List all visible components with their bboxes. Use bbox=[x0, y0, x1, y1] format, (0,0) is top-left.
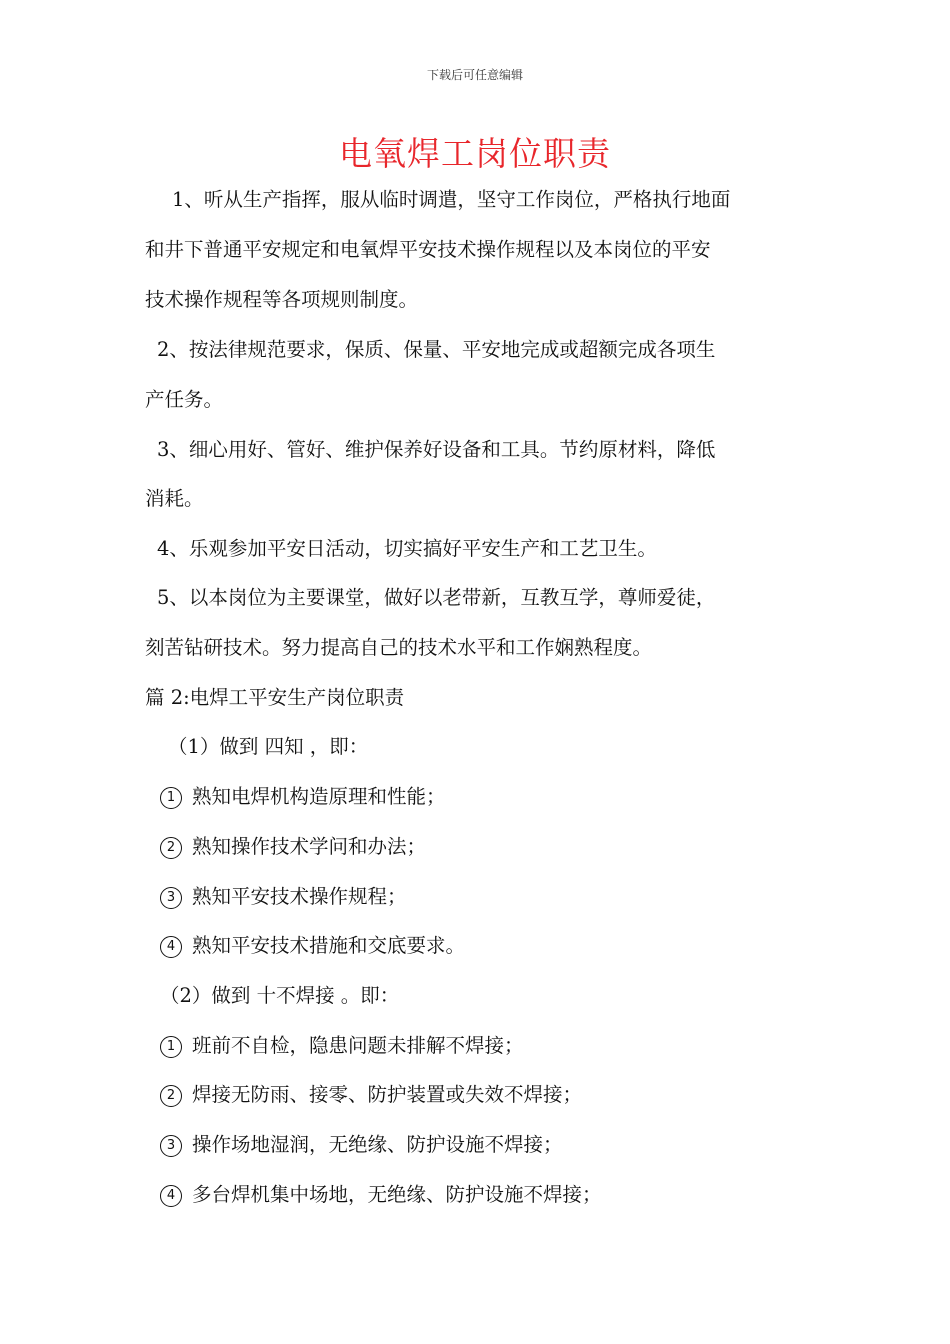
list-item-text: 熟知平安技术操作规程； bbox=[192, 885, 407, 908]
section-heading: 篇 2:电焊工平安生产岗位职责 bbox=[145, 686, 405, 709]
document-title: 电氧焊工岗位职责 bbox=[339, 134, 611, 173]
paragraph-line: 2、按法律规范要求，保质、保量、平安地完成或超额完成各项生 bbox=[157, 338, 716, 361]
paragraph-line: 4、乐观参加平安日活动，切实搞好平安生产和工艺卫生。 bbox=[157, 537, 657, 560]
paragraph-line: 产任务。 bbox=[145, 388, 224, 411]
circled-number: 4 bbox=[160, 936, 182, 958]
list-item-text: 班前不自检，隐患问题未排解不焊接； bbox=[192, 1034, 524, 1057]
paragraph-line: 3、细心用好、管好、维护保养好设备和工具。节约原材料，降低 bbox=[157, 438, 716, 461]
list-item bbox=[160, 932, 830, 960]
list-item bbox=[160, 1081, 830, 1109]
paragraph-line: 和井下普通平安规定和电氧焊平安技术操作规程以及本岗位的平安 bbox=[145, 238, 711, 261]
circled-number: 1 bbox=[160, 1036, 182, 1058]
circled-number: 4 bbox=[160, 1185, 182, 1207]
paragraph-line: 技术操作规程等各项规则制度。 bbox=[145, 288, 419, 311]
list-item bbox=[160, 783, 830, 811]
list-item bbox=[160, 1032, 830, 1060]
circled-number: 3 bbox=[160, 1135, 182, 1157]
paragraph-line: 刻苦钻研技术。努力提高自己的技术水平和工作娴熟程度。 bbox=[145, 636, 653, 659]
circled-number: 3 bbox=[160, 887, 182, 909]
list-item-text: 多台焊机集中场地，无绝缘、防护设施不焊接； bbox=[192, 1183, 602, 1206]
header-note: 下载后可任意编辑 bbox=[426, 68, 523, 82]
list-item bbox=[160, 833, 830, 861]
list-item bbox=[160, 1181, 830, 1209]
circled-number: 1 bbox=[160, 787, 182, 809]
circled-number: 2 bbox=[160, 837, 182, 859]
circled-number: 2 bbox=[160, 1085, 182, 1107]
paragraph-line: 1、听从生产指挥，服从临时调遣，坚守工作岗位，严格执行地面 bbox=[172, 188, 731, 211]
subsection-heading: （2）做到 十不焊接 。即： bbox=[160, 984, 400, 1007]
list-item bbox=[160, 883, 830, 911]
list-item-text: 熟知电焊机构造原理和性能； bbox=[192, 785, 446, 808]
paragraph-line: 消耗。 bbox=[145, 487, 204, 510]
subsection-heading: （1）做到 四知 ，即： bbox=[168, 735, 369, 758]
list-item-text: 操作场地湿润，无绝缘、防护设施不焊接； bbox=[192, 1133, 563, 1156]
list-item bbox=[160, 1131, 830, 1159]
paragraph-line: 5、以本岗位为主要课堂，做好以老带新，互教互学，尊师爱徒， bbox=[157, 586, 716, 609]
list-item-text: 焊接无防雨、接零、防护装置或失效不焊接； bbox=[192, 1083, 583, 1106]
list-item-text: 熟知平安技术措施和交底要求。 bbox=[192, 934, 466, 957]
list-item-text: 熟知操作技术学问和办法； bbox=[192, 835, 427, 858]
